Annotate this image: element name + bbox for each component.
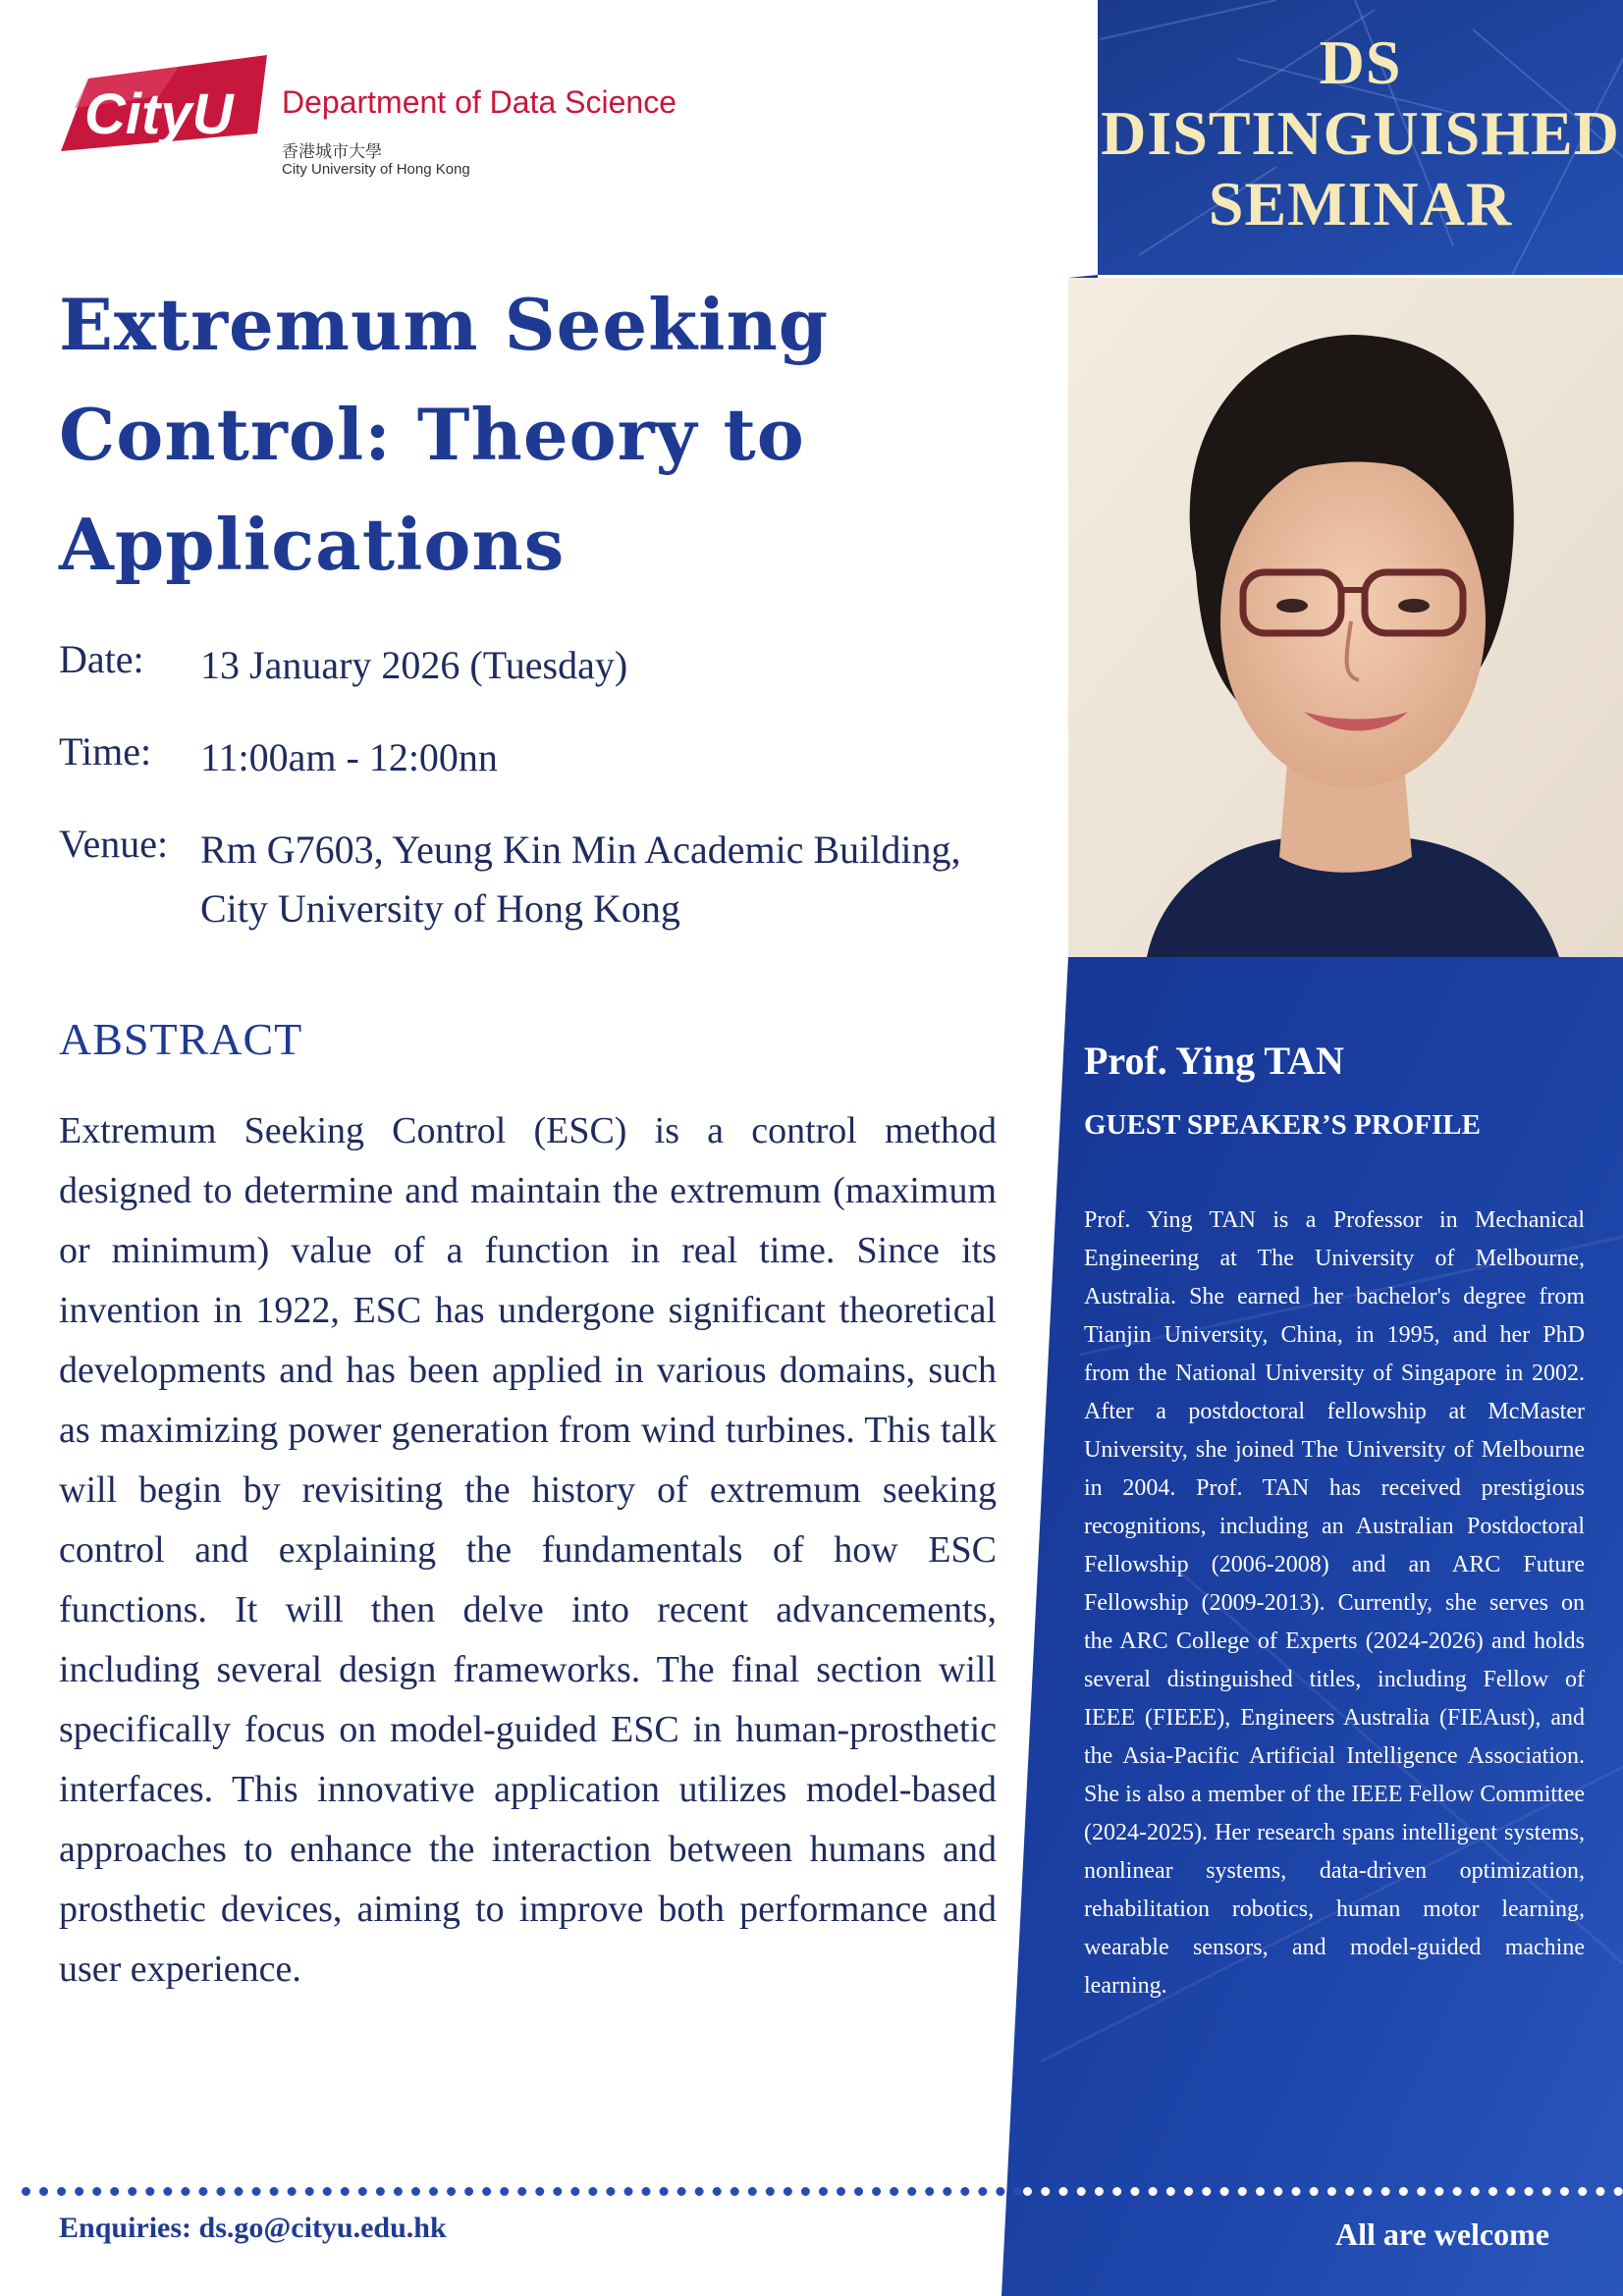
venue-value <box>200 821 960 938</box>
time-label: Time: <box>59 729 152 774</box>
venue-row <box>59 821 960 938</box>
seminar-title <box>59 270 1070 600</box>
time-value: 11:00am - 12:00nn <box>200 735 498 779</box>
venue-line-2: City University of Hong Kong <box>200 886 680 931</box>
banner-line-3: SEMINAR <box>1208 169 1513 239</box>
date-value: 13 January 2026 (Tuesday) <box>200 643 628 687</box>
profile-heading: GUEST SPEAKER’S PROFILE <box>1084 1109 1481 1141</box>
footer-divider-right <box>1023 2187 1623 2204</box>
footer-divider-left <box>22 2187 1023 2204</box>
title-line-2: Control: Theory to <box>59 393 805 476</box>
department-name: Department of Data Science <box>282 84 676 120</box>
venue-label: Venue: <box>59 822 169 866</box>
abstract-heading: ABSTRACT <box>59 1014 303 1064</box>
banner-line-2: DISTINGUISHED <box>1101 98 1620 168</box>
banner-line-1: DS <box>1319 27 1402 97</box>
enquiries-contact[interactable]: Enquiries: ds.go@cityu.edu.hk <box>59 2212 447 2244</box>
cityu-logo-icon <box>61 49 279 159</box>
university-name-en: City University of Hong Kong <box>282 161 470 178</box>
abstract-body: Extremum Seeking Control (ESC) is a control method designed to determine and maintain the extremum (maximum or minimum) value of a function in real time. Since its invention in 1922, ESC has undergone significant theoretical developments and has been applied in various domains, such as maximizing power generation from wind turbines. This talk will begin by revisiting the history of extremum seeking control and explaining the fundamentals of how ESC functions. It will then delve into recent advancements, including several design frameworks. The final section will specifically focus on model-guided ESC in human-prosthetic interfaces. This innovative application utilizes model-based approaches to enhance the interaction between humans and prosthetic devices, aiming to improve both performance and user experience. <box>59 1110 997 1990</box>
all-welcome-note: All are welcome <box>1335 2216 1549 2252</box>
date-label: Date: <box>59 637 144 681</box>
speaker-name: Prof. Ying TAN <box>1084 1039 1344 1083</box>
date-row <box>59 636 627 695</box>
speaker-portrait <box>1068 278 1623 957</box>
title-line-3: Applications <box>59 503 566 586</box>
logo-mark-text: CityU <box>84 82 234 146</box>
university-name-cn: 香港城市大學 <box>282 142 382 162</box>
time-row <box>59 728 498 787</box>
venue-line-1: Rm G7603, Yeung Kin Min Academic Building, <box>200 828 961 872</box>
speaker-bio: Prof. Ying TAN is a Professor in Mechanical Engineering at The University of Melbourne, Australia. She earned her bachelor's degree from Tianjin University, China, in 1995, and her PhD from the National University of Singapore in 2002. After a postdoctoral fellowship at McMaster University, she joined The University of Melbourne in 2004. Prof. TAN has received prestigious recognitions, including an Australian Postdoctoral Fellowship (2006-2008) and an ARC Future Fellowship (2009-2013). Currently, she serves on the ARC College of Experts (2024-2026) and holds several distinguished titles, including Fellow of IEEE (FIEEE), Engineers Australia (FIEAust), and the Asia-Pacific Artificial Intelligence Association. She is also a member of the IEEE Fellow Committee (2024-2025). Her research spans intelligent systems, nonlinear systems, data-driven optimization, rehabilitation robotics, human motor learning, wearable sensors, and model-guided machine learning. <box>1084 1207 1585 1999</box>
title-line-1: Extremum Seeking <box>59 283 830 366</box>
seminar-banner <box>1098 27 1623 240</box>
